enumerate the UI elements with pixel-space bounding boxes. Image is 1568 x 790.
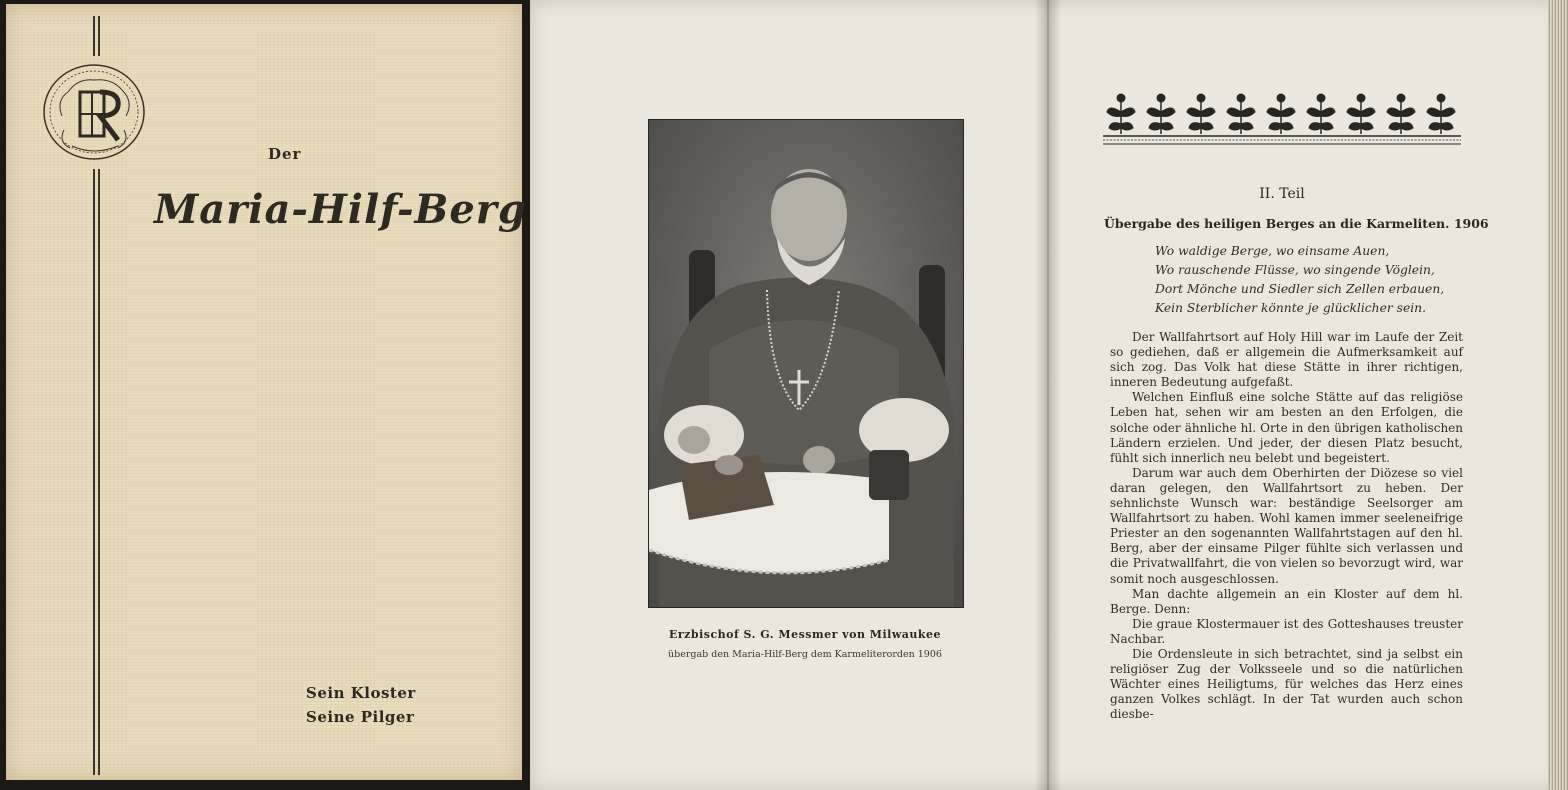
- cover-rule-top: [93, 16, 100, 56]
- monogram-emblem-icon: [38, 56, 150, 166]
- booklet-cover: [6, 4, 527, 780]
- section-heading: II. Teil: [1259, 186, 1305, 202]
- paragraph: Welchen Einfluß eine solche Stätte auf das religiöse Leben hat, sehen wir am besten an den Erfolgen, die solche oder ähnliche hl. Orte in den übrigen katholischen Ländern erzielen. Und jeder, der diesen Platz besucht, fühlt sich innerlich neu belebt und begeistert.: [1110, 390, 1463, 465]
- paragraph: Man dachte allgemein an ein Kloster auf dem hl. Berge. Denn:: [1110, 586, 1463, 616]
- portrait-caption-detail: übergab den Maria-Hilf-Berg dem Karmeliterorden 1906: [668, 649, 942, 660]
- paragraph: Die Ordensleute in sich betrachtet, sind ja selbst ein religiöser Zug der Volksseele und so die natürlichen Wächter eines Heiligtums, für welches das Herz eines ganzen Volkes schlägt. In der Tat wurden auch schon diesbe-: [1110, 646, 1463, 722]
- cover-subtitle-1: Sein Kloster: [306, 684, 416, 702]
- verse-line: Wo waldige Berge, wo einsame Auen,: [1155, 244, 1390, 258]
- body-text: [1110, 330, 1463, 722]
- verse-line: Kein Sterblicher könnte je glücklicher sein.: [1155, 301, 1426, 315]
- chapter-headline: Übergabe des heiligen Berges an die Karmeliten. 1906: [1104, 216, 1489, 231]
- floral-ornament-icon: [1103, 90, 1461, 152]
- cover-subtitle-2: Seine Pilger: [306, 708, 415, 726]
- spread-gutter: [1035, 0, 1061, 790]
- archbishop-portrait-icon: [649, 120, 963, 607]
- verse-line: Wo rauschende Flüsse, wo singende Vöglein,: [1155, 263, 1435, 277]
- paragraph: Der Wallfahrtsort auf Holy Hill war im Laufe der Zeit so gediehen, daß er allgemein die Aufmerksamkeit auf sich zog. Das Volk hat diese Stätte in ihrer richtigen, inneren Bedeutung aufgefaßt.: [1110, 330, 1463, 390]
- page-edges: [1548, 0, 1568, 790]
- portrait-photo: [648, 119, 964, 608]
- cover-title: Maria-Hilf-Berg: [154, 186, 527, 233]
- cover-rule-main: [93, 169, 100, 775]
- verse-line: Dort Mönche und Siedler sich Zellen erbauen,: [1155, 282, 1445, 296]
- portrait-caption: Erzbischof S. G. Messmer von Milwaukee: [668, 628, 942, 641]
- cover-der: Der: [268, 145, 302, 163]
- paragraph: Darum war auch dem Oberhirten der Diözese so viel daran gelegen, den Wallfahrtsort zu heben. Der sehnlichste Wunsch war: beständige Seelsorger am Wallfahrtsort zu haben. Wohl kamen immer seeleneifrige Priester an den sogenannten Wallfahrtstagen auf den hl. Berg, aber der einsame Pilger fühlte sich verlassen und die Privatwallfahrt, die von vielen so bevorzugt wird, war somit noch ausgeschlossen.: [1110, 465, 1463, 586]
- paragraph: Die graue Klostermauer ist des Gotteshauses treuster Nachbar.: [1110, 616, 1463, 646]
